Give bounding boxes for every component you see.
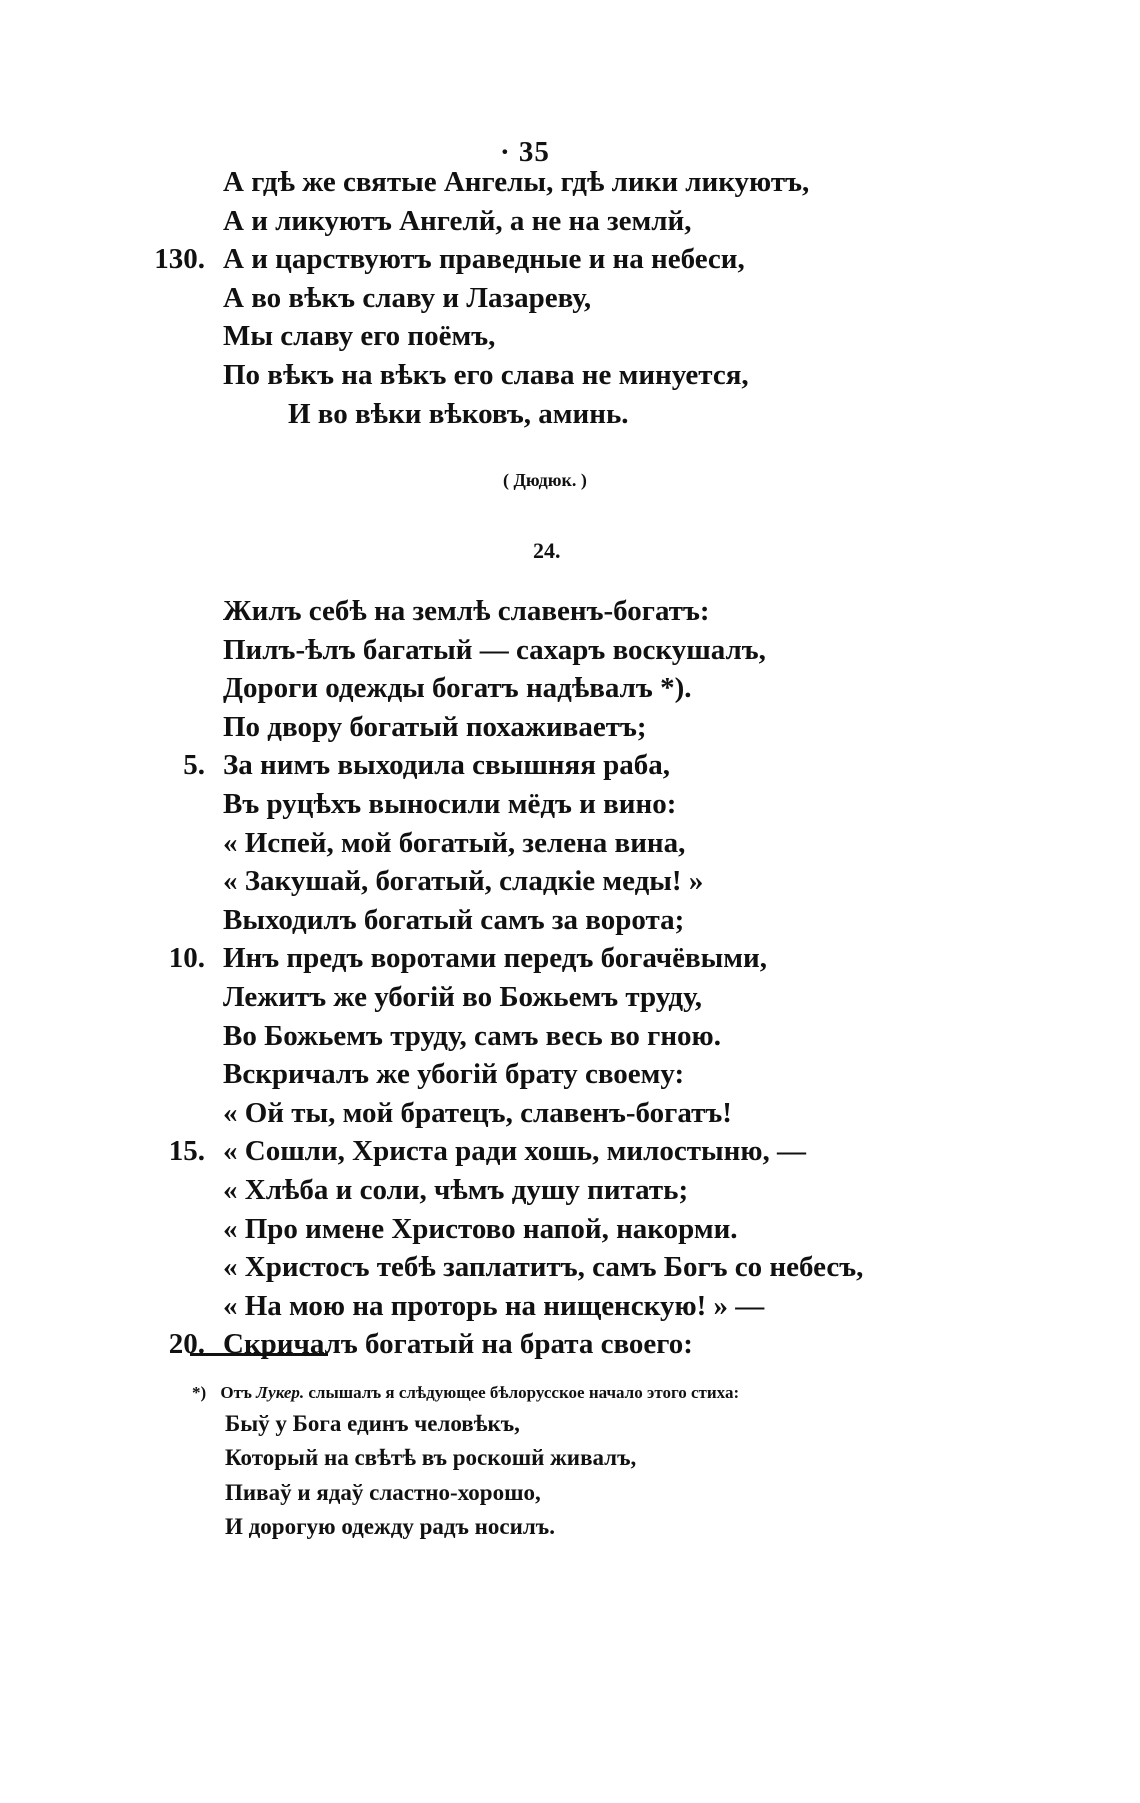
poem-line [150, 862, 990, 901]
line-text: Жилъ себѣ на землѣ славенъ-богатъ: [223, 595, 710, 627]
poem-line [150, 669, 990, 708]
poem-line [150, 1325, 990, 1364]
poem-line [150, 1171, 990, 1210]
page-number: · 35 [500, 136, 550, 168]
poem-line [150, 939, 990, 978]
line-text: По вѣкъ на вѣкъ его слава не минуется, [223, 358, 749, 391]
line-text: А гдѣ же святые Ангелы, гдѣ лики ликуютъ, [223, 166, 810, 198]
line-text: « Ой ты, мой братецъ, славенъ-богатъ! [223, 1096, 732, 1129]
line-text: Во Божьемъ труду, самъ весь во гною. [223, 1019, 721, 1052]
line-text: « Про имене Христово напой, накорми. [223, 1212, 738, 1245]
line-text: Пилъ-ѣлъ багатый — сахаръ воскушалъ, [223, 633, 766, 666]
line-text: За нимъ выходила свышняя раба, [223, 749, 671, 782]
line-number: 130. [154, 243, 205, 276]
footnote-line: Быў у Бога единъ человѣкъ, [225, 1411, 520, 1436]
poem-ending-block [150, 163, 990, 433]
line-text: « Сошли, Христа ради хошь, милостыню, — [223, 1135, 806, 1168]
footnote-verse-block [225, 1407, 636, 1544]
line-text: Выходилъ богатый самъ за ворота; [223, 903, 685, 936]
line-text: Вскричалъ же убогій брату своему: [223, 1058, 685, 1091]
poem-line [150, 395, 990, 434]
source-attribution: ( Дюдюк. ) [503, 470, 587, 490]
poem-line [150, 746, 990, 785]
poem-line [150, 1132, 990, 1171]
line-number: 10. [168, 942, 205, 975]
footnote-line: Пиваў и ядаў сластно-хорошо, [225, 1479, 541, 1505]
poem-line [150, 1055, 990, 1094]
line-text: Лежитъ же убогій во Божьемъ труду, [223, 980, 702, 1013]
poem-line [150, 1017, 990, 1056]
poem-line [150, 785, 990, 824]
line-text: « Христосъ тебѣ заплатитъ, самъ Богъ со небесъ, [223, 1251, 864, 1284]
line-text: Дороги одежды богатъ надѣвалъ *). [223, 672, 692, 705]
section-number: 24. [533, 538, 561, 563]
line-number: 5. [183, 749, 205, 782]
poem-line [150, 901, 990, 940]
poem-line [150, 1210, 990, 1249]
line-text: Въ руцѣхъ выносили мёдъ и вино: [223, 787, 677, 820]
poem-line [150, 1248, 990, 1287]
poem-line [150, 202, 990, 241]
line-number: 15. [168, 1135, 205, 1168]
line-text: Мы славу его поёмъ, [223, 320, 496, 353]
poem-line [150, 631, 990, 670]
poem-line [150, 356, 990, 395]
poem-line [150, 240, 990, 279]
line-text: « Закушай, богатый, сладкіе меды! » [223, 865, 704, 898]
poem-block [150, 592, 990, 1364]
footnote-intro-prefix: Отъ [220, 1383, 252, 1402]
footnote-mark: *) [192, 1383, 207, 1402]
poem-line [150, 1287, 990, 1326]
footnote-intro-text: слышалъ я слѣдующее бѣлорусское начало этого стиха: [308, 1383, 740, 1402]
poem-line [150, 978, 990, 1017]
line-text: « На мою на проторь на нищенскую! » — [223, 1289, 765, 1322]
footnote-line: Который на свѣтѣ въ роскошй живалъ, [225, 1445, 637, 1471]
footnote-source-name: Лукер. [256, 1383, 305, 1402]
line-text: Скричалъ богатый на брата своего: [223, 1328, 693, 1361]
line-text: А и ликуютъ Ангелй, а не на землй, [223, 204, 692, 237]
footnote-line: И дорогую одежду радъ носилъ. [225, 1513, 555, 1539]
line-text: По двору богатый похаживаетъ; [223, 710, 647, 743]
line-text: « Испей, мой богатый, зелена вина, [223, 826, 686, 859]
poem-line [150, 317, 990, 356]
line-text: И во вѣки вѣковъ, аминь. [288, 397, 629, 430]
line-text: А во вѣкъ славу и Лазареву, [223, 281, 592, 314]
poem-line [150, 824, 990, 863]
footnote-intro [192, 1383, 739, 1403]
line-text: Инъ предъ воротами передъ богачёвыми, [223, 942, 767, 975]
poem-line [150, 279, 990, 318]
footnote-divider [190, 1353, 328, 1356]
poem-line [150, 1094, 990, 1133]
line-text: А и царствуютъ праведные и на небеси, [223, 243, 745, 276]
line-number: 20. [168, 1328, 205, 1361]
line-text: « Хлѣба и соли, чѣмъ душу питать; [223, 1173, 689, 1206]
poem-line [150, 163, 990, 202]
poem-line [150, 592, 990, 631]
poem-line [150, 708, 990, 747]
